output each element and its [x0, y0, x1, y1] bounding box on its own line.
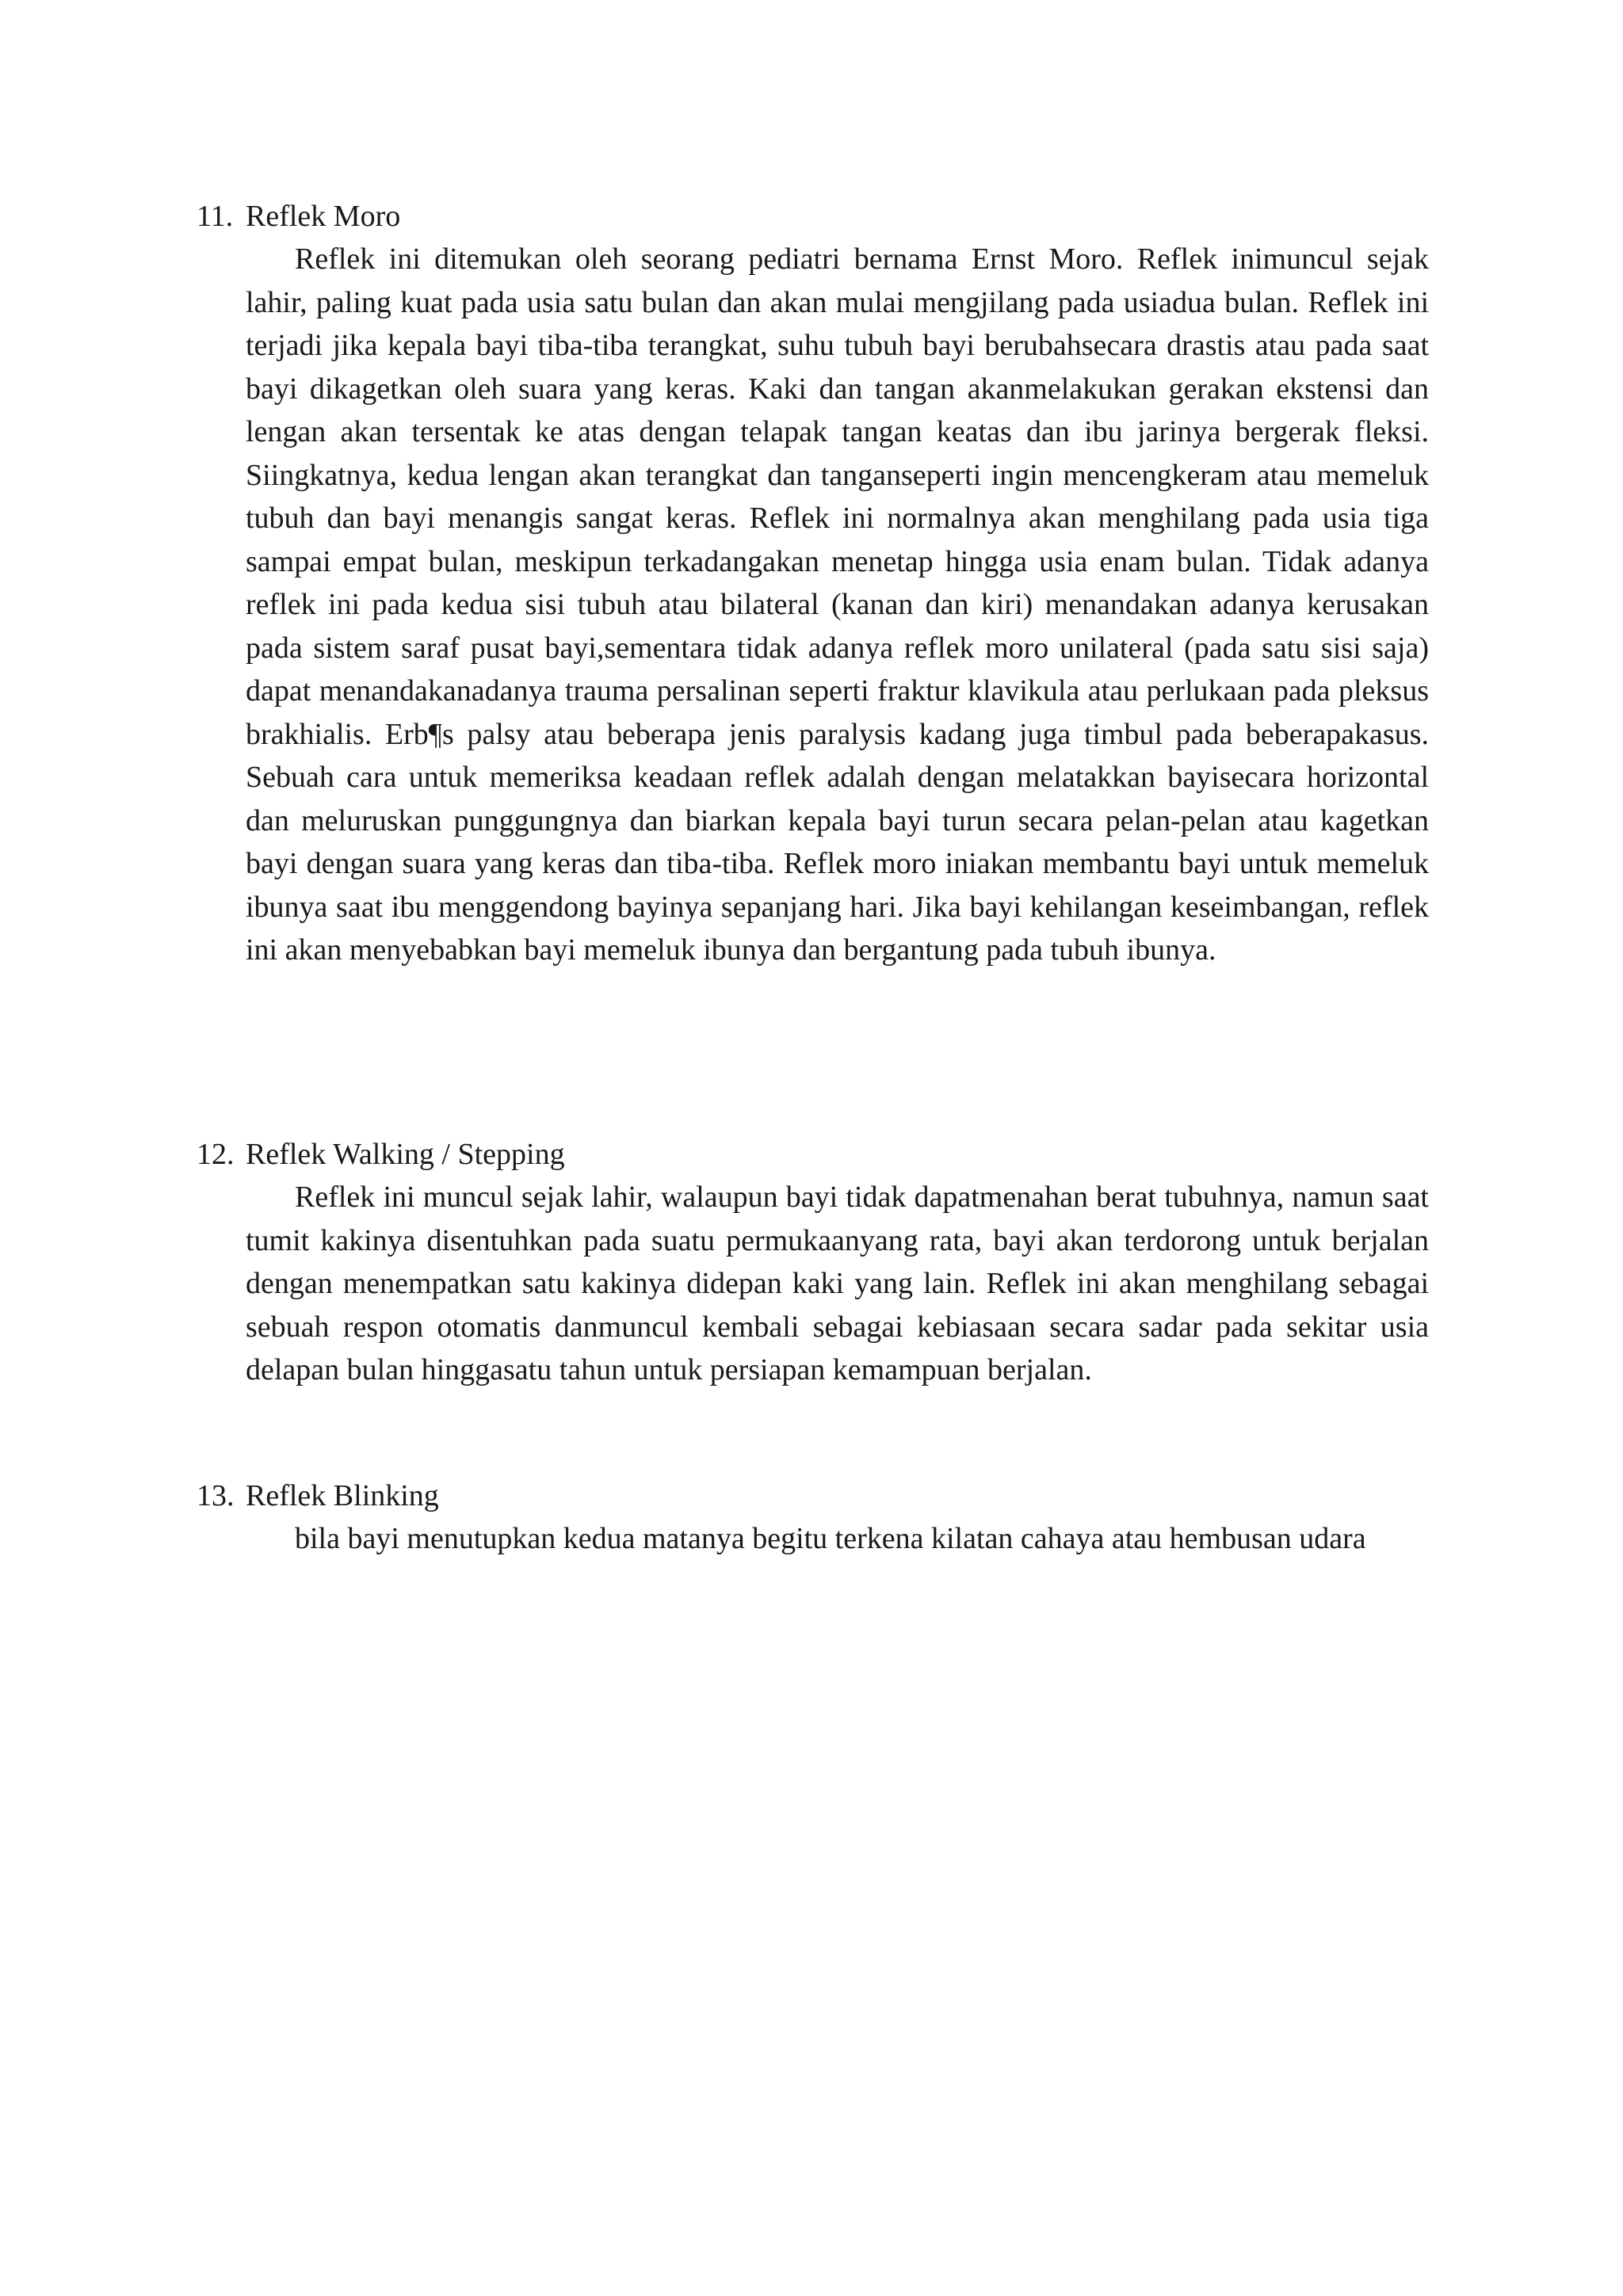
- section-body: bila bayi menutupkan kedua matanya begitu terkena kilatan cahaya atau hembusan udara: [295, 1522, 1366, 1555]
- section-body: Reflek ini ditemukan oleh seorang pediatri bernama Ernst Moro. Reflek inimuncul sejak lahir, paling kuat pada usia satu bulan dan akan mulai mengjilang pada usiadua bulan. Reflek ini terjadi jika kepala bayi tiba-tiba terangkat, suhu tubuh bayi berubahsecara drastis atau pada saat bayi dikagetkan oleh suara yang keras. Kaki dan tangan akanmelakukan gerakan ekstensi dan lengan akan tersentak ke atas dengan telapak tangan keatas dan ibu jarinya bergerak fleksi. Siingkatnya, kedua lengan akan terangkat dan tanganseperti ingin mencengkeram atau memeluk tubuh dan bayi menangis sangat keras. Reflek ini normalnya akan menghilang pada usia tiga sampai empat bulan, meskipun terkadangakan menetap hingga usia enam bulan. Tidak adanya reflek ini pada kedua sisi tubuh atau bilateral (kanan dan kiri) menandakan adanya kerusakan pada sistem saraf pusat bayi,sementara tidak adanya reflek moro unilateral (pada satu sisi saja) dapat menandakanadanya trauma persalinan seperti fraktur klavikula atau perlukaan pada pleksus brakhialis. Erb¶s palsy atau beberapa jenis paralysis kadang juga timbul pada beberapakasus. Sebuah cara untuk memeriksa keadaan reflek adalah dengan melatakkan bayisecara horizontal dan meluruskan punggungnya dan biarkan kepala bayi turun secara pelan-pelan atau kagetkan bayi dengan suara yang keras dan tiba-tiba. Reflek moro iniakan membantu bayi untuk memeluk ibunya saat ibu menggendong bayinya sepanjang hari. Jika bayi kehilangan keseimbangan, reflek ini akan menyebabkan bayi memeluk ibunya dan bergantung pada tubuh ibunya.: [246, 242, 1429, 967]
- section-heading: [197, 1474, 1429, 1517]
- section-number: 12.: [197, 1138, 235, 1171]
- section-reflek-walking-stepping: [197, 1133, 1429, 1392]
- section-title: Reflek Moro: [246, 200, 401, 233]
- section-number: 13.: [197, 1479, 235, 1512]
- section-heading: [197, 1133, 1429, 1176]
- section-title: Reflek Blinking: [246, 1479, 439, 1512]
- section-reflek-blinking: [197, 1474, 1429, 1561]
- section-reflek-moro: [197, 195, 1429, 972]
- section-number: 11.: [197, 200, 234, 233]
- section-body: Reflek ini muncul sejak lahir, walaupun bayi tidak dapatmenahan berat tubuhnya, namun saat tumit kakinya disentuhkan pada suatu permukaanyang rata, bayi akan terdorong untuk berjalan dengan menempatkan satu kakinya didepan kaki yang lain. Reflek ini akan menghilang sebagai sebuah respon otomatis danmuncul kembali sebagai kebiasaan secara sadar pada sekitar usia delapan bulan hinggasatu tahun untuk persiapan kemampuan berjalan.: [246, 1180, 1429, 1386]
- section-heading: [197, 195, 1429, 238]
- section-title: Reflek Walking / Stepping: [246, 1138, 565, 1171]
